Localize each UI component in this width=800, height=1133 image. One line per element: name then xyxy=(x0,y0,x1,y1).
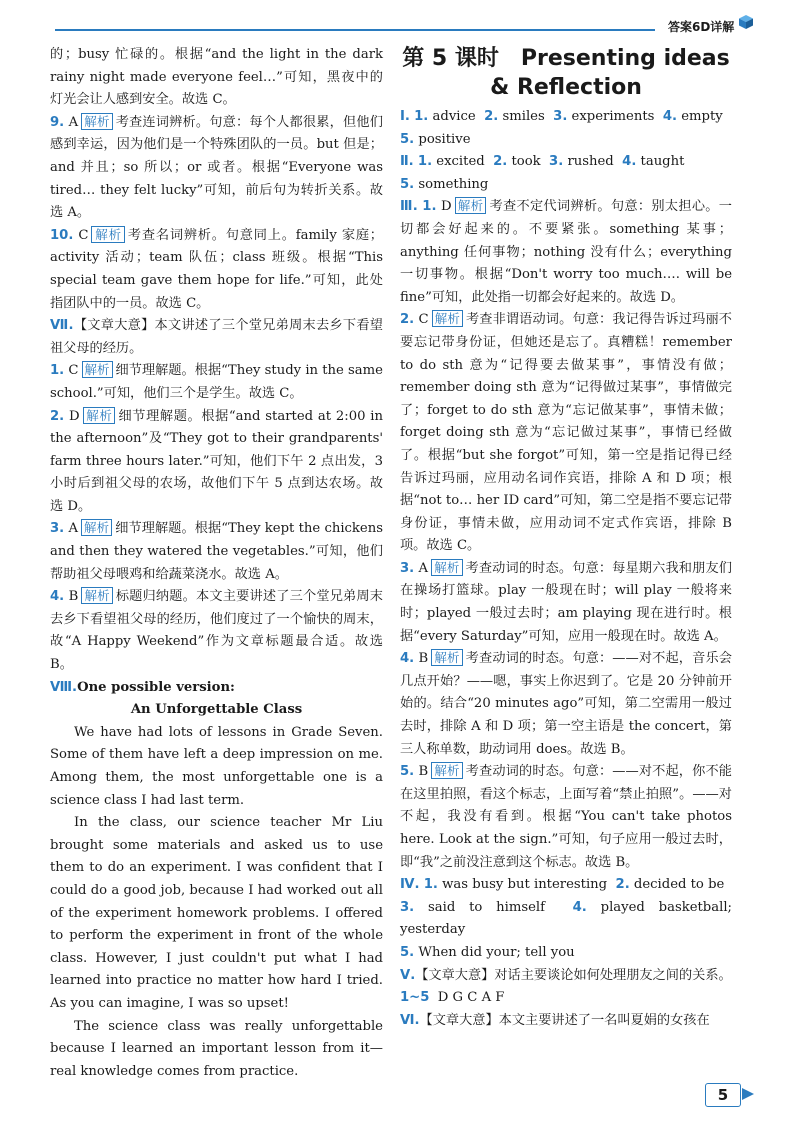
analysis-tag: 解析 xyxy=(431,649,462,666)
arrow-right-icon xyxy=(742,1086,754,1102)
essay-paragraph: The science class was really unforgettable because I learned an important lesson from it—real knowledge comes from practice. xyxy=(50,1018,383,1079)
section-3-item-2: 2. C 解析 考查非谓语动词。句意：我记得告诉过玛丽不要忘记带身份证，但她还是忘了。真糟糕！remember to do sth 意为“记得要去做某事”，事情没有做；remember doing sth 意为“记得做过某事”，事情做完了；forget to do sth 意为“忘记做某事”，事情未做；forget doing sth 意为“忘记做过某事”，事情已经做了。根据“but she forgot”可知，第一空是指记得已经告诉过玛丽，应用动名词作宾语，排除 A 和 D 项；根据“not to… her ID card”可知，第二空是指不要忘记带身份证，事情未做，应用动词不定式作宾语，排除 B 项。故选 C。 xyxy=(400,311,732,554)
essay-title: An Unforgettable Class xyxy=(130,702,303,718)
section-5-summary: Ⅴ.【文章大意】对话主要谈论如何处理朋友之间的关系。 xyxy=(400,967,732,983)
cube-icon xyxy=(738,14,754,30)
page-number: 5 xyxy=(705,1083,741,1107)
section-3-item-5: 5. B 解析 考查动词的时态。句意：——对不起，你不能在这里拍照，看这个标志，上面写着“禁止拍照”。——对不起，我没有看到。根据“You can't take photos here. Look at the sign.”可知，句子应用一般过去时，即“我”之前没注意到这个标志。故选 B。 xyxy=(400,763,732,870)
analysis-tag: 解析 xyxy=(431,762,462,779)
analysis-tag: 解析 xyxy=(81,587,113,604)
section-3-item-4: 4. B 解析 考查动词的时态。句意：——对不起，音乐会几点开始？——嗯，事实上你迟到了。它是 20 分钟前开始的。结合“20 minutes ago”可知，第二空需用一般过去时，排除 A 和 D 项；第一空主语是 the concert，第三人称单数，助动词用 does。故选 B。 xyxy=(400,650,732,757)
analysis-tag: 解析 xyxy=(81,519,112,536)
section-4-answers: Ⅳ. 1. was busy but interesting 2. decided to be 3. said to himself 4. played basketball; yesterday 5. When did your; tell you xyxy=(400,877,732,960)
analysis-tag: 解析 xyxy=(83,407,116,424)
answer-item-3: 3. A 解析 细节理解题。根据“They kept the chickens and then they watered the vegetables.”可知，他们帮助祖父母喂鸡和给蔬菜浇水。故选 A。 xyxy=(50,520,383,582)
answer-item-10: 10. C 解析 考查名词辨析。句意同上。family 家庭；activity 活动；team 队伍；class 班级。根据“This special team gave them hope for life.”可知，此处指团队中的一员。故选 C。 xyxy=(50,226,383,311)
analysis-tag: 解析 xyxy=(431,559,462,576)
analysis-tag: 解析 xyxy=(81,113,113,130)
answer-item-2: 2. D 解析 细节理解题。根据“and started at 2:00 in the afternoon”及“They got to their grandparents' farm three hours later.”可知，他们下午 2 点出发，3 小时后到祖父母的农场，故他们下午 5 点到达农场。故选 D。 xyxy=(50,407,383,514)
section-1-answers: Ⅰ. 1. advice 2. smiles 3. experiments 4. empty 5. positive xyxy=(400,109,723,147)
analysis-tag: 解析 xyxy=(455,197,487,214)
answer-item-9: 9. A 解析 考查连词辨析。句意：每个人都很累，但他们感到幸运，因为他们是一个特殊团队的一员。but 但是；and 并且；so 所以；or 或者。根据“Everyone was tired… they felt lucky”可知，前后句为转折关系。故选 A。 xyxy=(50,113,383,221)
lesson-title: 第 5 课时 Presenting ideas & Reflection xyxy=(402,46,730,100)
answer-item-4: 4. B 解析 标题归纳题。本文主要讲述了三个堂兄弟周末去乡下看望祖父母的经历，他们度过了一个愉快的周末，故“A Happy Weekend”作为文章标题最合适。故选 B。 xyxy=(50,588,383,673)
section-6-summary: Ⅵ.【文章大意】本文主要讲述了一名叫夏娟的女孩在 xyxy=(400,1012,710,1028)
analysis-tag: 解析 xyxy=(432,310,463,327)
analysis-tag: 解析 xyxy=(82,361,113,378)
paragraph-continued: 的；busy 忙碌的。根据“and the light in the dark rainy night made everyone feel…”可知，黑夜中的灯光会让人感到安全。故选 C。 xyxy=(50,47,383,108)
section-8-heading: Ⅷ.One possible version: xyxy=(50,679,235,695)
section-2-answers: Ⅱ. 1. excited 2. took 3. rushed 4. taught 5. something xyxy=(400,154,685,192)
section-3-item-3: 3. A 解析 考查动词的时态。句意：每星期六我和朋友们在操场打篮球。play 一般现在时；will play 一般将来时；played 一般过去时；am playing 现在进行时。根据“every Saturday”可知，应用一般现在时。故选 A。 xyxy=(400,559,732,644)
essay-paragraph: We have had lots of lessons in Grade Seven. Some of them have left a deep impression on me. Among them, the most unforgettable one is a science class I had last term. xyxy=(50,724,383,808)
left-column xyxy=(50,44,383,1083)
section-3-item-1: Ⅲ. 1. D 解析 考查不定代词辨析。句意：别太担心。一切都会好起来的。不要紧张。something 某事；anything 任何事物；nothing 没有什么；everything 一切事物。根据“Don't worry too much…. will be fine”可知，此处指一切都会好起来的。故选 D。 xyxy=(400,198,732,305)
analysis-tag: 解析 xyxy=(91,226,124,243)
essay-body xyxy=(50,722,383,1084)
section-5-answers: 1~5 D G C A F xyxy=(400,990,505,1006)
answer-item-1: 1. C 解析 细节理解题。根据“They study in the same school.”可知，他们三个是学生。故选 C。 xyxy=(50,362,383,401)
header-rule xyxy=(55,29,655,31)
essay-paragraph: In the class, our science teacher Mr Liu brought some materials and asked us to use them to do an experiment. I was confident that I could do a good job, because I had worked out all of the experiment homework problems. I offered to perform the experiment in front of the whole class. However, I just couldn't put what I had learned into practice no matter how hard I tried. As you can imagine, I was so upset! xyxy=(50,815,383,1011)
right-column xyxy=(400,44,732,1032)
section-7-summary: Ⅶ.【文章大意】本文讲述了三个堂兄弟周末去乡下看望祖父母的经历。 xyxy=(50,318,383,356)
header-label: 答案6D详解 xyxy=(668,20,735,34)
